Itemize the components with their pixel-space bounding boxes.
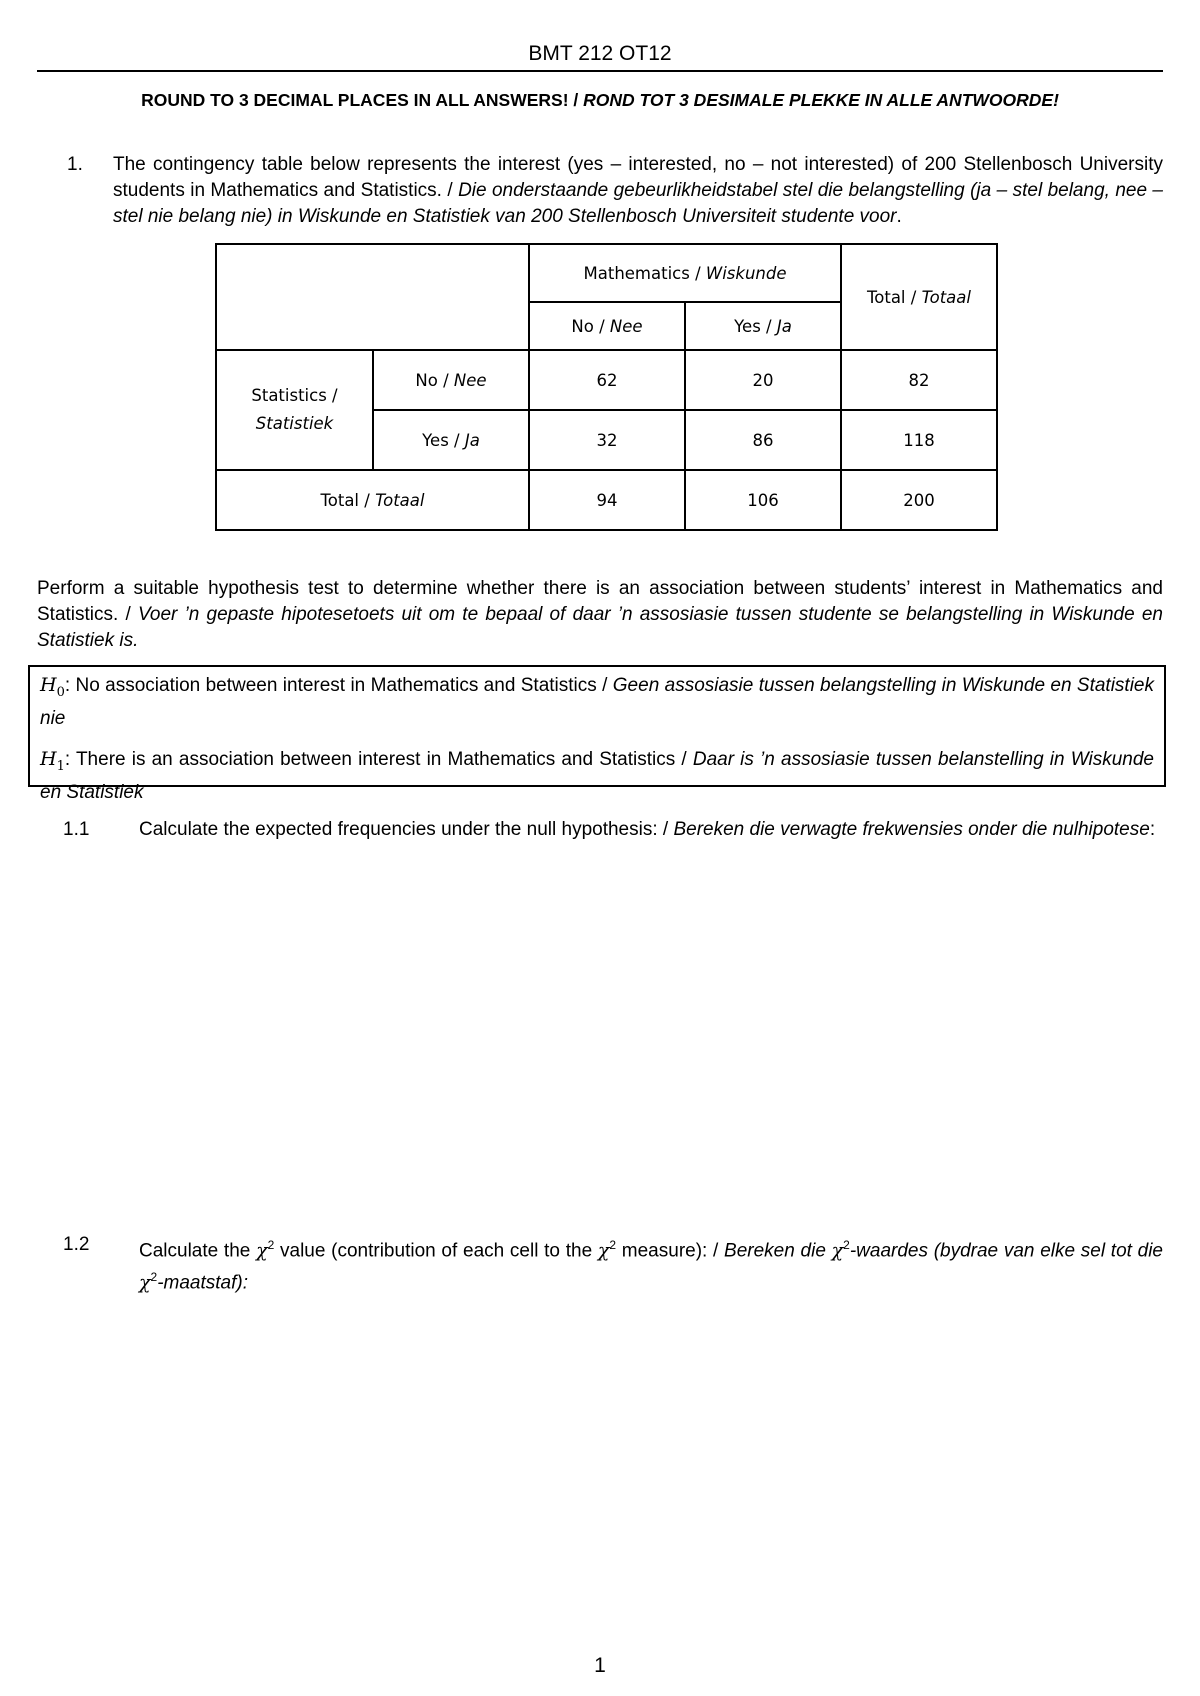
cell-stat-no-math-no: 62 <box>529 350 685 410</box>
cell-grand-total: 200 <box>841 470 997 530</box>
perform-test-instruction: Perform a suitable hypothesis test to determine whether there is an association between students’ interest in Mathematics and Statistics. / Voer ’n gepaste hipotesetoets uit om te bepaal of daar ’n assosiasie tussen studente se belangstelling in Wiskunde en Statistiek is. <box>37 578 1163 651</box>
header-rule <box>37 70 1163 72</box>
question-1-1 <box>37 817 1163 843</box>
total-header-cell: Total / Totaal <box>841 244 997 350</box>
page-number: 1 <box>594 1654 606 1677</box>
hypotheses-box <box>28 665 1166 803</box>
question-1-1-number: 1.1 <box>63 819 90 840</box>
rounding-instruction-af: ROND TOT 3 DESIMALE PLEKKE IN ALLE ANTWOORDE! <box>583 90 1059 110</box>
cell-stat-yes-total: 118 <box>841 410 997 470</box>
statistics-no-label: No / Nee <box>373 350 529 410</box>
table-corner-cell <box>216 244 529 350</box>
null-hypothesis: $H_0$: No association between interest in Mathematics and Statistics / Geen assosiasie tussen belangstelling in Wiskunde en Statistiek nie <box>40 674 1154 729</box>
cell-stat-no-total: 82 <box>841 350 997 410</box>
question-1-2 <box>37 1232 1163 1297</box>
cell-stat-yes-math-no: 32 <box>529 410 685 470</box>
question-1-text: The contingency table below represents the interest (yes – interested, no – not interested) of 200 Stellenbosch University students in Mathematics and Statistics. / Die onderstaande gebeurlikheidstabel stel die belangstelling (ja – stel belang, nee – stel nie belang nie) in Wiskunde en Statistiek van 200 Stellenbosch Universiteit studente voor. <box>113 154 1164 227</box>
question-1-number: 1. <box>67 154 83 175</box>
total-row-label: Total / Totaal <box>216 470 529 530</box>
question-1 <box>37 152 1163 230</box>
rounding-instruction <box>37 90 1163 111</box>
question-1-1-text: Calculate the expected frequencies under the null hypothesis: / Bereken die verwagte frekwensies onder die nulhipotese: <box>139 819 1156 840</box>
math-no-header: No / Nee <box>529 302 685 350</box>
cell-stat-no-math-yes: 20 <box>685 350 841 410</box>
cell-total-math-no: 94 <box>529 470 685 530</box>
contingency-table <box>215 243 998 531</box>
question-1-2-text: Calculate the $\chi^2$ value (contribution of each cell to the $\chi^2$ measure): / Bereken die $\chi^2$-waardes (bydrae van elke sel tot die $\chi^2-maatstaf$): <box>139 1238 1163 1294</box>
statistics-yes-label: Yes / Ja <box>373 410 529 470</box>
math-yes-header: Yes / Ja <box>685 302 841 350</box>
document-header: BMT 212 OT12 <box>528 42 672 65</box>
math-header-cell: Mathematics / Wiskunde <box>529 244 841 302</box>
cell-stat-yes-math-yes: 86 <box>685 410 841 470</box>
h0-symbol: H <box>40 674 57 696</box>
statistics-row-header: Statistics / Statistiek <box>216 350 373 470</box>
h1-symbol: H <box>40 747 57 770</box>
question-1-2-number: 1.2 <box>63 1234 90 1255</box>
rounding-instruction-en: ROUND TO 3 DECIMAL PLACES IN ALL ANSWERS! / <box>141 90 584 110</box>
alternative-hypothesis: $H_1$: There is an association between interest in Mathematics and Statistics / Daar is ’n assosiasie tussen belanstelling in Wiskunde en Statistiek <box>40 747 1154 803</box>
cell-total-math-yes: 106 <box>685 470 841 530</box>
